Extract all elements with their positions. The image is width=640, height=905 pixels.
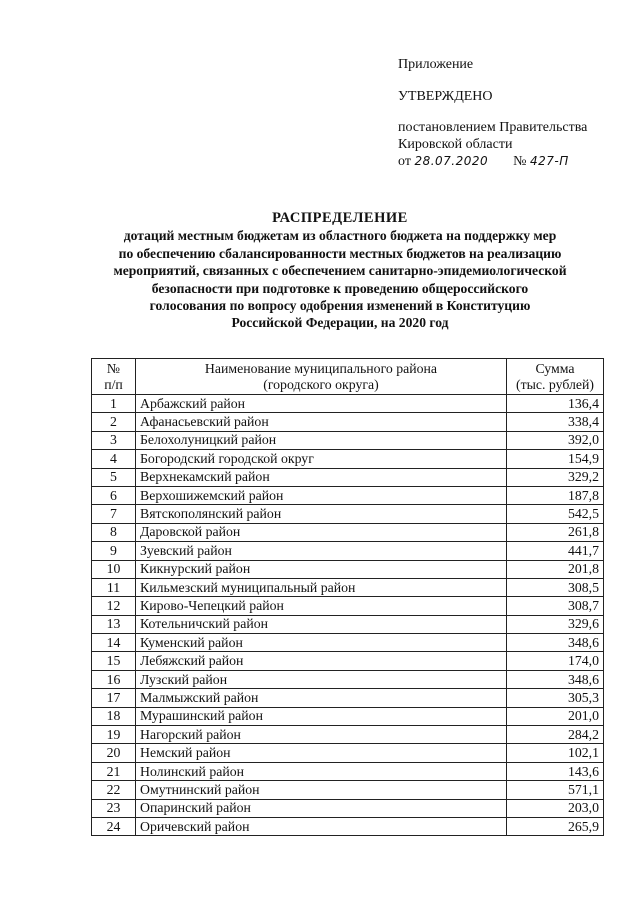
row-sum: 143,6 [507, 762, 604, 780]
row-number: 3 [92, 431, 136, 449]
row-name: Арбажский район [136, 395, 507, 413]
row-number: 10 [92, 560, 136, 578]
row-sum: 201,8 [507, 560, 604, 578]
row-number: 9 [92, 542, 136, 560]
document-title [80, 210, 600, 332]
header-sum-line-2: (тыс. рублей) [515, 376, 594, 392]
row-name: Даровской район [136, 523, 507, 541]
row-number: 14 [92, 634, 136, 652]
row-number: 7 [92, 505, 136, 523]
row-name: Нагорский район [136, 726, 507, 744]
table-row [92, 395, 604, 413]
table-row [92, 560, 604, 578]
header-name [136, 359, 507, 395]
table-header-row [92, 359, 604, 395]
table-row [92, 799, 604, 817]
row-number: 21 [92, 762, 136, 780]
number-prefix: № [513, 154, 527, 169]
table-row [92, 726, 604, 744]
decree-line-2: Кировской области [398, 137, 513, 152]
row-number: 11 [92, 578, 136, 596]
row-name: Оричевский район [136, 817, 507, 835]
row-name: Верхнекамский район [136, 468, 507, 486]
distribution-table [91, 358, 604, 836]
row-name: Лузский район [136, 670, 507, 688]
row-number: 13 [92, 615, 136, 633]
table-row [92, 523, 604, 541]
row-sum: 102,1 [507, 744, 604, 762]
title-line-3: мероприятий, связанных с обеспечением санитарно-эпидемиологической [113, 263, 567, 279]
table-row [92, 468, 604, 486]
title-line-4: безопасности при подготовке к проведению общероссийского [151, 280, 529, 296]
row-sum: 201,0 [507, 707, 604, 725]
row-sum: 284,2 [507, 726, 604, 744]
row-sum: 308,5 [507, 578, 604, 596]
table-row [92, 413, 604, 431]
row-number: 8 [92, 523, 136, 541]
row-name: Нолинский район [136, 762, 507, 780]
row-name: Лебяжский район [136, 652, 507, 670]
table-row [92, 670, 604, 688]
annex-label: Приложение [398, 57, 474, 72]
row-number: 22 [92, 781, 136, 799]
header-number-line-1: № [106, 360, 121, 376]
row-sum: 441,7 [507, 542, 604, 560]
header-name-line-1: Наименование муниципального района [204, 360, 438, 376]
table-row [92, 431, 604, 449]
title-line-1: дотаций местным бюджетам из областного бюджета на поддержку мер [123, 228, 557, 244]
table-row [92, 486, 604, 504]
row-sum: 329,6 [507, 615, 604, 633]
row-number: 19 [92, 726, 136, 744]
row-name: Кирово-Чепецкий район [136, 597, 507, 615]
title-line-5: голосования по вопросу одобрения изменений в Конституцию [149, 298, 531, 314]
row-number: 2 [92, 413, 136, 431]
row-sum: 348,6 [507, 670, 604, 688]
row-sum: 329,2 [507, 468, 604, 486]
table-row [92, 615, 604, 633]
row-name: Кильмезский муниципальный район [136, 578, 507, 596]
table-row [92, 542, 604, 560]
title-line-6: Российской Федерации, на 2020 год [231, 315, 449, 331]
handwritten-number: 427-П [530, 154, 569, 168]
row-name: Омутнинский район [136, 781, 507, 799]
table-row [92, 689, 604, 707]
row-name: Белохолуницкий район [136, 431, 507, 449]
row-sum: 187,8 [507, 486, 604, 504]
row-sum: 348,6 [507, 634, 604, 652]
row-sum: 136,4 [507, 395, 604, 413]
handwritten-date: 28.07.2020 [414, 154, 489, 168]
table-row [92, 744, 604, 762]
row-number: 24 [92, 817, 136, 835]
table-row [92, 634, 604, 652]
row-sum: 305,3 [507, 689, 604, 707]
approval-block [398, 56, 634, 170]
header-sum [507, 359, 604, 395]
title-line-2: по обеспечению сбалансированности местных бюджетов на реализацию [118, 245, 562, 261]
row-number: 1 [92, 395, 136, 413]
row-number: 17 [92, 689, 136, 707]
table-row [92, 578, 604, 596]
row-number: 4 [92, 450, 136, 468]
table-row [92, 597, 604, 615]
row-sum: 154,9 [507, 450, 604, 468]
row-number: 6 [92, 486, 136, 504]
table-row [92, 707, 604, 725]
table-row [92, 505, 604, 523]
row-name: Малмыжский район [136, 689, 507, 707]
row-name: Богородский городской округ [136, 450, 507, 468]
row-sum: 308,7 [507, 597, 604, 615]
row-name: Кикнурский район [136, 560, 507, 578]
header-name-line-2: (городского округа) [263, 376, 379, 392]
title-heading: РАСПРЕДЕЛЕНИЕ [272, 210, 408, 226]
row-name: Опаринский район [136, 799, 507, 817]
row-sum: 392,0 [507, 431, 604, 449]
table-row [92, 781, 604, 799]
row-sum: 542,5 [507, 505, 604, 523]
decree-line-1: постановлением Правительства [398, 120, 588, 135]
row-number: 16 [92, 670, 136, 688]
row-number: 5 [92, 468, 136, 486]
header-number [92, 359, 136, 395]
row-number: 23 [92, 799, 136, 817]
date-prefix: от [398, 154, 411, 169]
table-row [92, 762, 604, 780]
row-number: 18 [92, 707, 136, 725]
row-name: Афанасьевский район [136, 413, 507, 431]
row-sum: 338,4 [507, 413, 604, 431]
row-name: Немский район [136, 744, 507, 762]
approved-label: УТВЕРЖДЕНО [398, 89, 493, 104]
row-number: 12 [92, 597, 136, 615]
table-row [92, 817, 604, 835]
table-row [92, 450, 604, 468]
row-sum: 261,8 [507, 523, 604, 541]
header-number-line-2: п/п [104, 376, 123, 392]
row-number: 20 [92, 744, 136, 762]
row-name: Мурашинский район [136, 707, 507, 725]
row-name: Котельничский район [136, 615, 507, 633]
row-sum: 203,0 [507, 799, 604, 817]
header-sum-line-1: Сумма [535, 360, 575, 376]
row-number: 15 [92, 652, 136, 670]
row-sum: 265,9 [507, 817, 604, 835]
row-name: Верхошижемский район [136, 486, 507, 504]
table-row [92, 652, 604, 670]
row-name: Куменский район [136, 634, 507, 652]
decree-date-number [398, 153, 634, 170]
row-sum: 571,1 [507, 781, 604, 799]
row-name: Зуевский район [136, 542, 507, 560]
row-name: Вятскополянский район [136, 505, 507, 523]
row-sum: 174,0 [507, 652, 604, 670]
